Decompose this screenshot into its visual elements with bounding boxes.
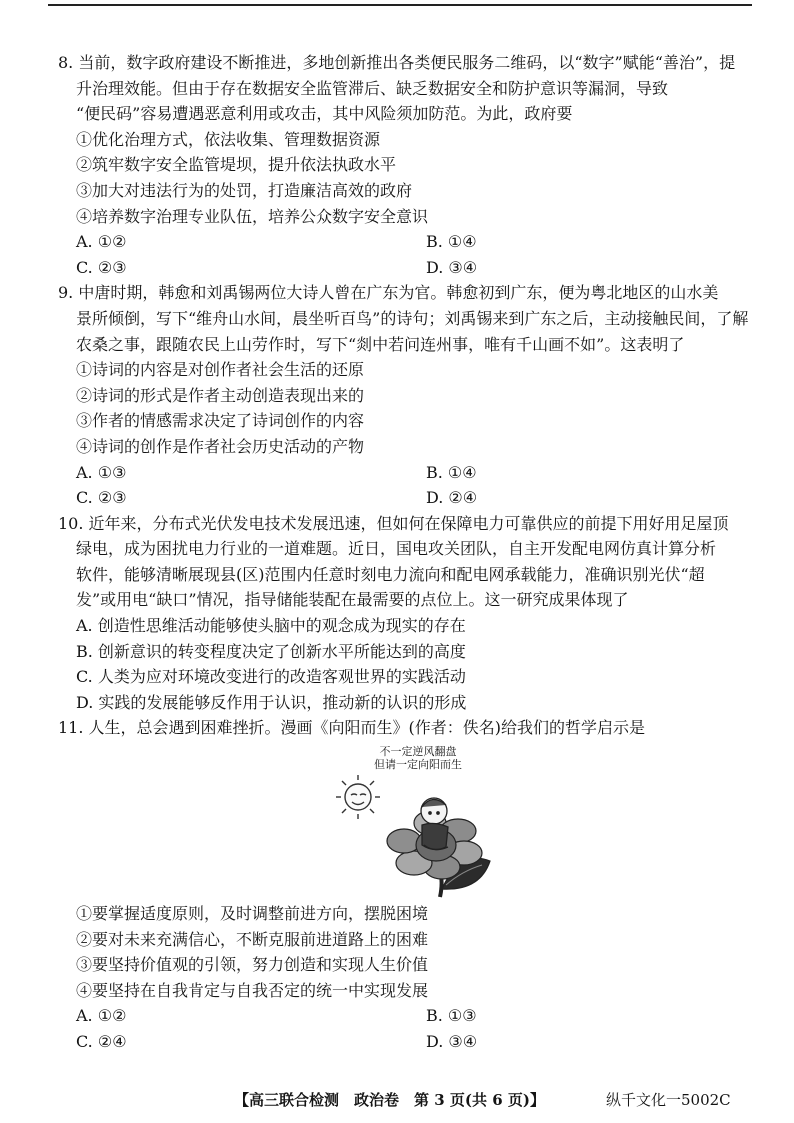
question-9-statement: ④诗词的创作是作者社会历史活动的产物	[76, 436, 365, 456]
question-11-stem	[58, 715, 748, 741]
question-11-stem-line: 11. 人生，总会遇到困难挫折。漫画《向阳而生》(作者：佚名)给我们的哲学启示是	[58, 718, 646, 738]
question-9-stem-line: 农桑之事，跟随农民上山劳作时，写下“剡中若问连州事，唯有千山画不如”。这表明了	[76, 334, 685, 354]
question-9-options	[58, 460, 748, 511]
question-8-options	[58, 229, 748, 280]
cartoon-figure	[58, 741, 748, 901]
question-10-stem-line: 绿电，成为困扰电力行业的一道难题。近日，国电攻关团队，自主开发配电网仿真计算分析	[76, 539, 717, 559]
footer-exam-info: 【高三联合检测 政治卷 第 3 页(共 6 页)】	[234, 1091, 545, 1109]
question-8-option-c[interactable]: C. ②③	[76, 257, 127, 277]
question-8-stem	[58, 50, 748, 127]
question-11-statement: ④要坚持在自我肯定与自我否定的统一中实现发展	[76, 980, 429, 1000]
sunflower-cartoon-icon	[330, 771, 510, 899]
question-10-option-c[interactable]: C. 人类为应对环境改变进行的改造客观世界的实践活动	[76, 667, 466, 687]
cartoon-caption-line: 不一定逆风翻盘	[379, 745, 457, 759]
question-8-stem-line: 升治理效能。但由于存在数据安全监管滞后、缺乏数据安全和防护意识等漏洞，导致	[76, 78, 669, 98]
question-8-option-d[interactable]: D. ③④	[426, 257, 478, 277]
question-9-stem	[58, 280, 748, 357]
question-8-statement: ④培养数字治理专业队伍，培养公众数字安全意识	[76, 206, 429, 226]
question-8-option-a[interactable]: A. ①②	[76, 232, 127, 252]
question-11-option-a[interactable]: A. ①②	[76, 1006, 127, 1026]
question-9-option-a[interactable]: A. ①③	[76, 462, 127, 482]
footer-publisher: 纵千文化一5002C	[606, 1091, 731, 1109]
question-8-option-b[interactable]: B. ①④	[426, 232, 477, 252]
question-11-option-d[interactable]: D. ③④	[426, 1032, 478, 1051]
question-9-statement: ③作者的情感需求决定了诗词创作的内容	[76, 411, 365, 431]
question-8-stem-line: 8. 当前，数字政府建设不断推进，多地创新推出各类便民服务二维码，以“数字”赋能“善治”，提	[58, 53, 736, 72]
question-10-stem-line: 发”或用电“缺口”情况，指导储能装配在最需要的点位上。这一研究成果体现了	[76, 590, 629, 610]
question-9-stem-line: 9. 中唐时期，韩愈和刘禹锡两位大诗人曾在广东为官。韩愈初到广东，便为粤北地区的山水美	[58, 283, 719, 303]
top-rule	[48, 4, 752, 6]
question-9-option-c[interactable]: C. ②③	[76, 488, 127, 508]
question-10-option-a[interactable]: A. 创造性思维活动能够使头脑中的观念成为现实的存在	[76, 616, 466, 636]
question-9-statement: ②诗词的形式是作者主动创造表现出来的	[76, 385, 365, 405]
question-11-options	[58, 1003, 748, 1054]
question-10-option-b[interactable]: B. 创新意识的转变程度决定了创新水平所能达到的高度	[76, 641, 466, 661]
question-8	[58, 50, 748, 280]
question-8-stem-line: “便民码”容易遭遇恶意利用或攻击，其中风险须加防范。为此，政府要	[76, 104, 573, 124]
question-8-statement: ②筑牢数字安全监管堤坝，提升依法执政水平	[76, 155, 397, 175]
cartoon-caption-line: 但请一定向阳而生	[374, 758, 462, 772]
question-11-option-c[interactable]: C. ②④	[76, 1032, 127, 1051]
question-8-statement: ①优化治理方式，依法收集、管理数据资源	[76, 129, 381, 149]
sun-icon	[336, 775, 380, 819]
question-10-stem-line: 10. 近年来，分布式光伏发电技术发展迅速，但如何在保障电力可靠供应的前提下用好用足屋顶	[58, 513, 729, 533]
question-10-option-d[interactable]: D. 实践的发展能够反作用于认识，推动新的认识的形成	[76, 692, 467, 712]
question-9-option-b[interactable]: B. ①④	[426, 462, 477, 482]
question-8-statement: ③加大对违法行为的处罚，打造廉洁高效的政府	[76, 180, 413, 200]
question-11	[58, 715, 748, 1054]
question-10	[58, 511, 748, 716]
question-9-stem-line: 景所倾倒，写下“维舟山水间，晨坐听百鸟”的诗句；刘禹锡来到广东之后，主动接触民间，了解	[76, 308, 749, 328]
question-11-statement: ②要对未来充满信心，不断克服前进道路上的困难	[76, 929, 429, 949]
question-10-stem	[58, 511, 748, 613]
question-11-option-b[interactable]: B. ①③	[426, 1006, 477, 1026]
question-9-option-d[interactable]: D. ②④	[426, 488, 478, 508]
page-content	[58, 50, 748, 1055]
question-9-statement: ①诗词的内容是对创作者社会生活的还原	[76, 360, 365, 380]
question-11-statement: ③要坚持价值观的引领，努力创造和实现人生价值	[76, 955, 429, 975]
question-9	[58, 280, 748, 510]
question-11-statement: ①要掌握适度原则，及时调整前进方向，摆脱困境	[76, 904, 429, 924]
question-10-stem-line: 软件，能够清晰展现县(区)范围内任意时刻电力流向和配电网承载能力，准确识别光伏“超	[76, 564, 705, 584]
